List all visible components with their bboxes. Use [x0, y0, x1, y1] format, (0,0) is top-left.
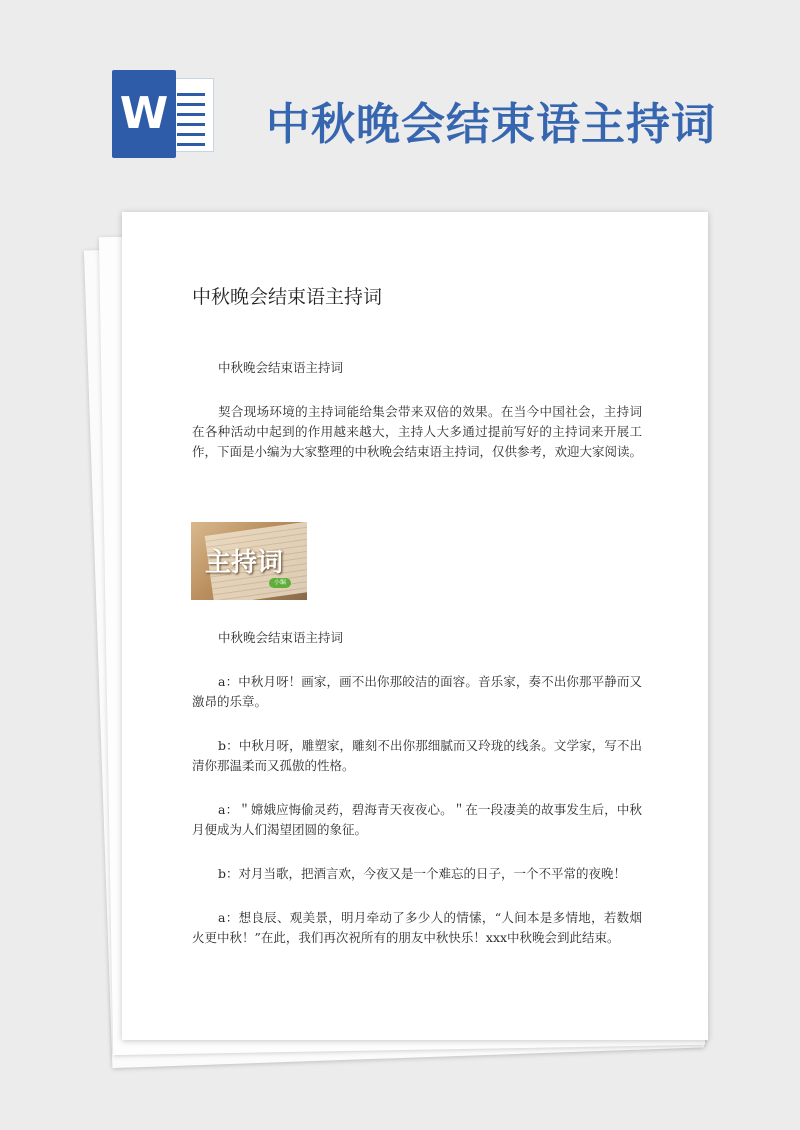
intro-paragraph: 契合现场环境的主持词能给集会带来双倍的效果。在当今中国社会，主持词在各种活动中起到的作用越来越大，主持人大多通过提前写好的主持词来开展工作，下面是小编为大家整理的中秋晚会结束语主持词，仅供参考，欢迎大家阅读。 [192, 404, 643, 459]
subheading: 中秋晚会结束语主持词 [218, 360, 344, 375]
dialogue-line: b：对月当歌，把酒言欢，今夜又是一个难忘的日子，一个不平常的夜晚！ [218, 866, 627, 881]
banner-title: 中秋晚会结束语主持词 [266, 99, 716, 150]
host-script-image [191, 522, 307, 600]
dialogue-line: a：想良辰、观美景，明月牵动了多少人的情愫，“人间本是多情地，若数烟火更中秋！”在此，我们再次祝所有的朋友中秋快乐！xxx中秋晚会到此结束。 [192, 910, 642, 945]
dialogue-line: b：中秋月呀，雕塑家，雕刻不出你那细腻而又玲珑的线条。文学家，写不出清你那温柔而又孤傲的性格。 [192, 738, 642, 773]
subheading: 中秋晚会结束语主持词 [218, 630, 344, 645]
document-page [122, 212, 708, 1040]
dialogue-line: a：＂嫦娥应悔偷灵药，碧海青天夜夜心。＂在一段凄美的故事发生后，中秋月便成为人们渴望团圆的象征。 [192, 802, 642, 837]
word-letter: W [112, 70, 176, 158]
image-caption: 主持词 [205, 548, 284, 578]
word-icon [112, 70, 212, 158]
image-badge: 小编 [269, 578, 291, 588]
document-title: 中秋晚会结束语主持词 [192, 286, 383, 308]
dialogue-line: a：中秋月呀！画家，画不出你那皎洁的面容。音乐家，奏不出你那平静而又激昂的乐章。 [192, 674, 642, 709]
header [0, 0, 800, 200]
